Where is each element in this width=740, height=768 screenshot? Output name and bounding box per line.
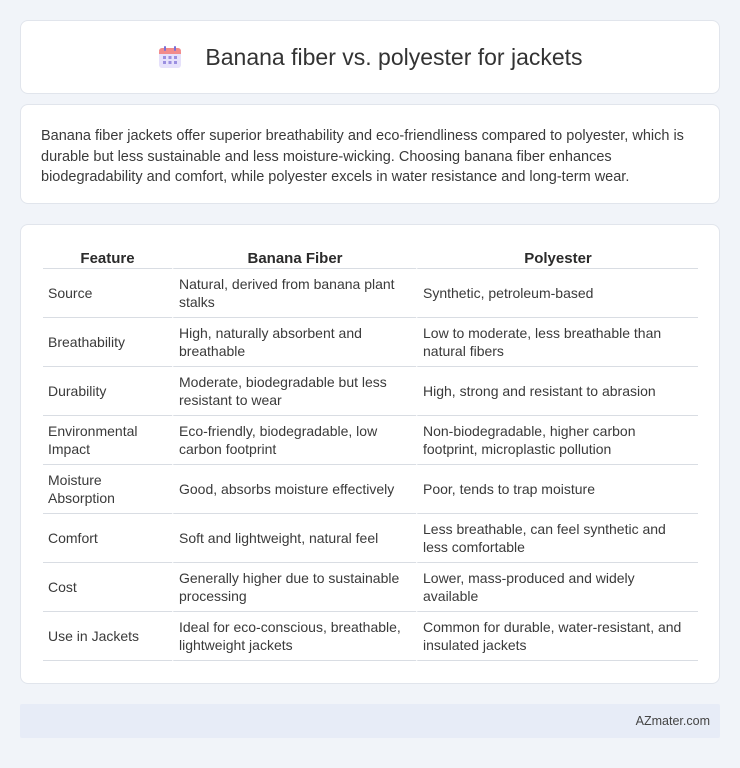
polyester-cell: Synthetic, petroleum-based: [416, 269, 698, 318]
banana-cell: Eco-friendly, biodegradable, low carbon footprint: [172, 416, 416, 465]
feature-cell: Moisture Absorption: [43, 465, 172, 514]
feature-cell: Comfort: [43, 514, 172, 563]
feature-cell: Environmental Impact: [43, 416, 172, 465]
header-banana-fiber: Banana Fiber: [172, 245, 416, 269]
table-card: [20, 224, 720, 684]
polyester-cell: Low to moderate, less breathable than natural fibers: [416, 318, 698, 367]
table-row: [43, 367, 698, 416]
polyester-cell: Poor, tends to trap moisture: [416, 465, 698, 514]
summary-text: Banana fiber jackets offer superior breathability and eco-friendliness compared to polyester, which is durable but less sustainable and less moisture-wicking. Choosing banana fiber enhances biodegradability and comfort, while polyester excels in water resistance and long-term wear.: [41, 128, 684, 185]
calendar-icon: [157, 44, 183, 70]
table-row: [43, 318, 698, 367]
footer: [20, 704, 720, 738]
table-header-row: [43, 245, 698, 269]
feature-cell: Cost: [43, 563, 172, 612]
banana-cell: Good, absorbs moisture effectively: [172, 465, 416, 514]
table-row: [43, 416, 698, 465]
polyester-cell: Less breathable, can feel synthetic and less comfortable: [416, 514, 698, 563]
banana-cell: High, naturally absorbent and breathable: [172, 318, 416, 367]
feature-cell: Durability: [43, 367, 172, 416]
feature-cell: Use in Jackets: [43, 612, 172, 661]
table-row: [43, 612, 698, 661]
header-feature: Feature: [43, 245, 172, 269]
polyester-cell: Non-biodegradable, higher carbon footprint, microplastic pollution: [416, 416, 698, 465]
table-row: [43, 465, 698, 514]
table-row: [43, 269, 698, 318]
header-polyester: Polyester: [416, 245, 698, 269]
feature-cell: Breathability: [43, 318, 172, 367]
banana-cell: Ideal for eco-conscious, breathable, lightweight jackets: [172, 612, 416, 661]
title-card: [20, 20, 720, 94]
banana-cell: Natural, derived from banana plant stalks: [172, 269, 416, 318]
banana-cell: Moderate, biodegradable but less resistant to wear: [172, 367, 416, 416]
table-row: [43, 514, 698, 563]
banana-cell: Generally higher due to sustainable processing: [172, 563, 416, 612]
polyester-cell: Common for durable, water-resistant, and insulated jackets: [416, 612, 698, 661]
polyester-cell: High, strong and resistant to abrasion: [416, 367, 698, 416]
summary-card: [20, 104, 720, 204]
table-row: [43, 563, 698, 612]
polyester-cell: Lower, mass-produced and widely available: [416, 563, 698, 612]
page-title: Banana fiber vs. polyester for jackets: [205, 43, 583, 70]
footer-brand[interactable]: AZmater.com: [635, 714, 710, 728]
banana-cell: Soft and lightweight, natural feel: [172, 514, 416, 563]
comparison-table: [43, 245, 698, 661]
feature-cell: Source: [43, 269, 172, 318]
